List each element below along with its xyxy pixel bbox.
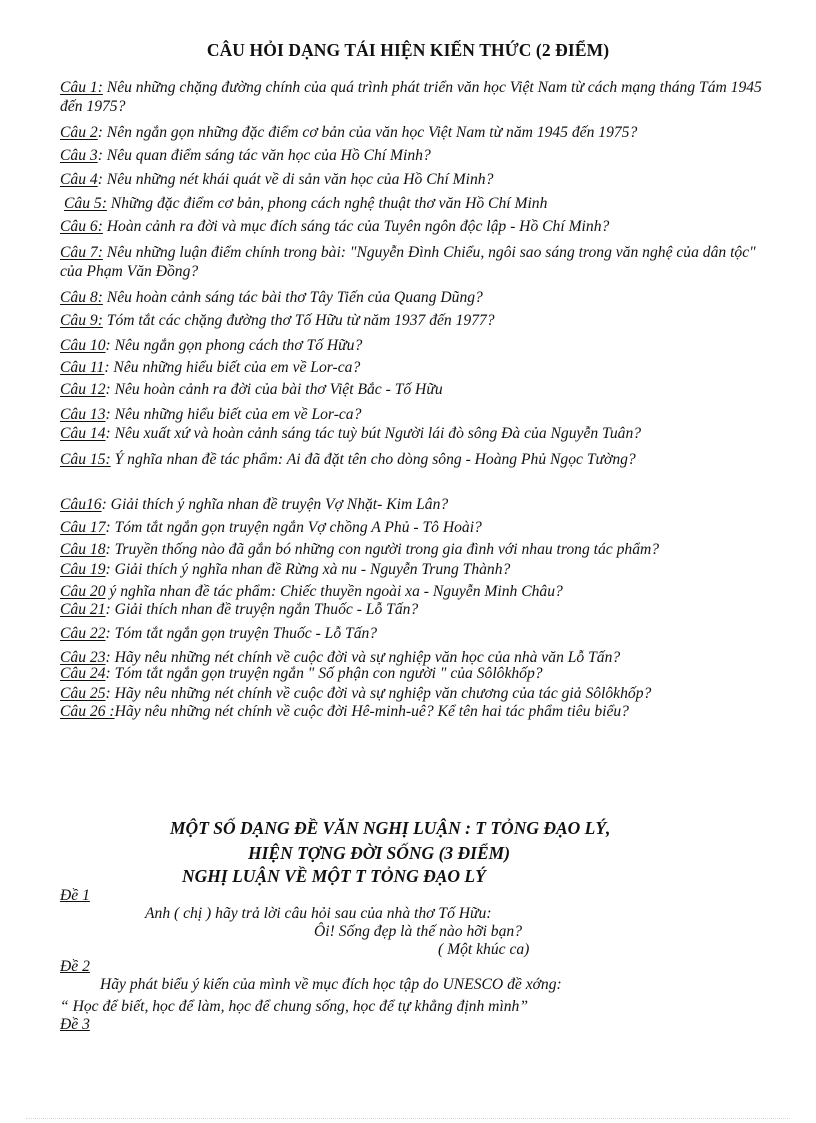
de-1-prompt: Anh ( chị ) hãy trả lời câu hỏi sau của nhà thơ Tố Hữu:: [145, 905, 492, 922]
question-item: [60, 123, 780, 142]
question-item: [60, 243, 780, 281]
question-item: [60, 664, 780, 683]
question-text: : Giải thích ý nghĩa nhan đề truyện Vợ Nhặt- Kim Lân?: [101, 496, 449, 513]
question-text: : Hãy nêu những nét chính về cuộc đời và sự nghiệp văn chương của tác giả Sôlôkhốp?: [105, 685, 652, 702]
page-title: CÂU HỎI DẠNG TÁI HIỆN KIẾN THỨC (2 ĐIỂM): [206, 40, 610, 60]
question-text: Ý nghĩa nhan đề tác phẩm: Ai đã đặt tên cho dòng sông - Hoàng Phủ Ngọc Tường?: [110, 451, 636, 468]
question-text: Nêu hoàn cảnh sáng tác bài thơ Tây Tiến của Quang Dũng?: [102, 289, 483, 306]
question-item: [60, 450, 780, 469]
question-item: [60, 582, 780, 601]
question-text: : Nêu những hiểu biết của em về Lor-ca?: [105, 406, 362, 423]
question-label: Câu 24: [60, 665, 106, 682]
question-text: : Nêu quan điểm sáng tác văn học của Hồ Chí Minh?: [97, 147, 431, 164]
question-text: : Truyền thống nào đã gắn bó những con người trong gia đình với nhau trong tác phẩm?: [105, 541, 660, 558]
question-text: : Nên ngắn gọn những đặc điểm cơ bản của văn học Việt Nam từ năm 1945 đến 1975?: [97, 124, 638, 141]
question-text: Nêu những luận điểm chính trong bài: "Nguyễn Đình Chiểu, ngôi sao sáng trong văn nghệ của dân tộc" của Phạm Văn Đồng?: [60, 244, 756, 280]
question-text: Nêu những chặng đường chính của quá trình phát triển văn học Việt Nam từ cách mạng tháng Tám 1945 đến 1975?: [60, 79, 762, 115]
de-1-quote: Ôi! Sống đẹp là thế nào hỡi bạn?: [314, 923, 522, 940]
section-heading-line-1: MỘT SỐ DẠNG ĐỀ VĂN NGHỊ LUẬN : T TỎNG ĐẠO LÝ,: [170, 818, 611, 838]
question-label: Câu 12: [60, 381, 106, 398]
de-1-label: Đề 1: [60, 887, 90, 904]
question-label: Câu 4: [60, 171, 98, 188]
question-item: [60, 405, 780, 424]
question-item: [60, 217, 780, 236]
question-item: [60, 288, 780, 307]
question-label: Câu 25: [60, 685, 106, 702]
question-label: Câu 20: [60, 583, 106, 600]
question-text: : Tóm tắt ngắn gọn truyện Thuốc - Lỗ Tấn?: [105, 625, 378, 642]
question-label: Câu 17: [60, 519, 106, 536]
question-item: [60, 146, 780, 165]
question-item: [60, 624, 780, 643]
question-text: ý nghĩa nhan đề tác phẩm: Chiếc thuyền ngoài xa - Nguyễn Minh Châu?: [105, 583, 563, 600]
question-text: : Tóm tắt ngắn gọn truyện ngắn Vợ chồng A Phủ - Tô Hoài?: [105, 519, 482, 536]
question-item: [60, 311, 780, 330]
question-text: : Hãy nêu những nét chính về cuộc đời và sự nghiệp văn học của nhà văn Lỗ Tấn?: [105, 649, 621, 666]
question-item: [60, 600, 780, 619]
question-label: Câu 9:: [60, 312, 103, 329]
question-text: : Nêu những hiểu biết của em về Lor-ca?: [104, 359, 361, 376]
de-1-source: ( Một khúc ca): [438, 941, 530, 958]
question-item: [60, 336, 780, 355]
section-heading-line-3: NGHỊ LUẬN VỀ MỘT T TỎNG ĐẠO LÝ: [182, 866, 486, 886]
question-item: [60, 358, 780, 377]
de-2-label: Đề 2: [60, 958, 90, 975]
question-item: [60, 380, 780, 399]
question-label: Câu 22: [60, 625, 106, 642]
question-label: Câu 23: [60, 649, 106, 666]
question-item: [60, 78, 780, 116]
question-label: Câu 18: [60, 541, 106, 558]
question-item: [64, 194, 784, 213]
question-label: Câu 13: [60, 406, 106, 423]
question-text: Tóm tắt các chặng đường thơ Tố Hữu từ năm 1937 đến 1977?: [102, 312, 495, 329]
question-label: Câu 14: [60, 425, 106, 442]
question-label: Câu 11: [60, 359, 105, 376]
question-label: Câu 8:: [60, 289, 103, 306]
question-text: : Nêu xuất xứ và hoàn cảnh sáng tác tuỳ bút Người lái đò sông Đà của Nguyễn Tuân?: [105, 425, 642, 442]
question-text: : Nêu ngắn gọn phong cách thơ Tố Hữu?: [105, 337, 363, 354]
question-item: [60, 170, 780, 189]
question-label: Câu 26 :: [60, 703, 115, 720]
question-item: [60, 684, 780, 703]
question-label: Câu 5:: [64, 195, 107, 212]
question-label: Câu 6:: [60, 218, 103, 235]
question-label: Câu 7:: [60, 244, 103, 261]
question-item: [60, 495, 780, 514]
question-label: Câu 10: [60, 337, 106, 354]
question-label: Câu 3: [60, 147, 98, 164]
question-label: Câu 19: [60, 561, 106, 578]
question-text: Hãy nêu những nét chính về cuộc đời Hê-minh-uê? Kể tên hai tác phẩm tiêu biểu?: [114, 703, 629, 720]
question-text: : Giải thích ý nghĩa nhan đề Rừng xà nu - Nguyễn Trung Thành?: [105, 561, 511, 578]
question-label: Câu 15:: [60, 451, 111, 468]
de-3-label: Đề 3: [60, 1016, 90, 1033]
question-text: : Nêu hoàn cảnh ra đời của bài thơ Việt Bắc - Tố Hữu: [105, 381, 443, 398]
question-label: Câu 21: [60, 601, 106, 618]
question-item: [60, 518, 780, 537]
question-item: [60, 702, 780, 721]
question-text: : Tóm tắt ngắn gọn truyện ngắn " Số phận con người " của Sôlôkhốp?: [105, 665, 543, 682]
question-text: : Giải thích nhan đề truyện ngắn Thuốc - Lỗ Tấn?: [105, 601, 419, 618]
de-2-prompt: Hãy phát biểu ý kiến của mình về mục đích học tập do UNESCO đề xớng:: [100, 976, 562, 993]
question-label: Câu 1:: [60, 79, 103, 96]
section-heading-line-2: HIỆN TỢNG ĐỜI SỐNG (3 ĐIỂM): [248, 843, 511, 863]
page-bottom-rule: [26, 1118, 790, 1119]
de-2-quote: “ Học để biết, học để làm, học để chung sống, học để tự khẳng định mình”: [60, 998, 529, 1015]
question-item: [60, 540, 780, 559]
question-item: [60, 560, 780, 579]
question-label: Câu 2: [60, 124, 98, 141]
question-text: : Nêu những nét khái quát về di sản văn học của Hồ Chí Minh?: [97, 171, 494, 188]
question-item: [60, 424, 780, 443]
question-label: Câu16: [60, 496, 102, 513]
question-text: Những đặc điểm cơ bản, phong cách nghệ thuật thơ văn Hồ Chí Minh: [106, 195, 548, 212]
question-text: Hoàn cảnh ra đời và mục đích sáng tác của Tuyên ngôn độc lập - Hồ Chí Minh?: [102, 218, 610, 235]
